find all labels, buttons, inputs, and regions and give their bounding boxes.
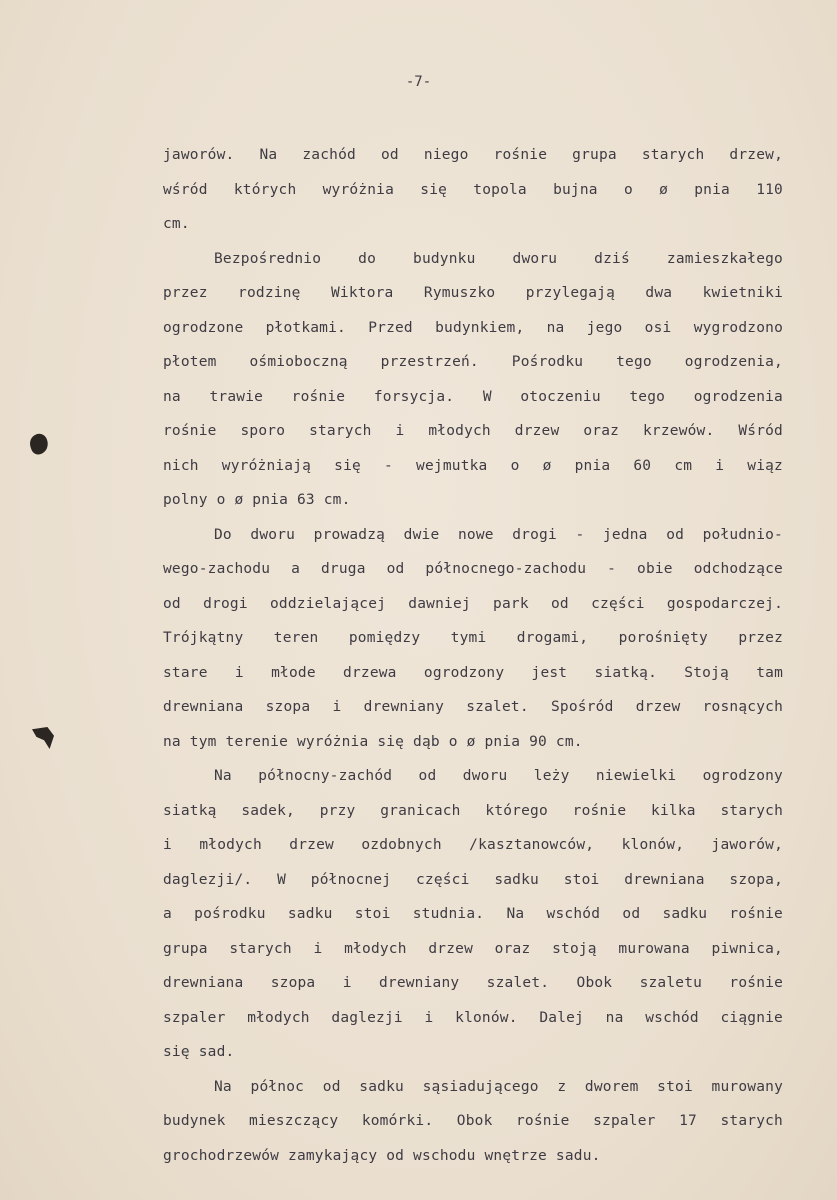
text-line: grupa starych i młodych drzew oraz stoją murowana piwnica, bbox=[163, 940, 783, 957]
text-line: od drogi oddzielającej dawniej park od części gospodarczej. bbox=[163, 595, 783, 612]
text-line: grochodrzewów zamykający od wschodu wnętrze sadu. bbox=[163, 1147, 601, 1164]
text-line: budynek mieszczący komórki. Obok rośnie szpaler 17 starych bbox=[163, 1113, 783, 1129]
text-line: siatką sadek, przy granicach którego rośnie kilka starych bbox=[163, 802, 783, 819]
text-line: rośnie sporo starych i młodych drzew oraz krzewów. Wśród bbox=[163, 423, 783, 439]
page-number: -7- bbox=[405, 74, 432, 90]
text-line: na tym terenie wyróżnia się dąb o ø pnia 90 cm. bbox=[163, 733, 583, 750]
text-line: Na północny-zachód od dworu leży niewielki ogrodzony bbox=[214, 768, 783, 784]
text-line: Do dworu prowadzą dwie nowe drogi - jedna od południo- bbox=[214, 526, 783, 543]
text-line: daglezji/. W północnej części sadku stoi drewniana szopa, bbox=[163, 871, 783, 888]
text-line: a pośrodku sadku stoi studnia. Na wschód od sadku rośnie bbox=[163, 906, 783, 922]
text-line: cm. bbox=[163, 216, 190, 232]
text-line: Trójkątny teren pomiędzy tymi drogami, porośnięty przez bbox=[163, 630, 783, 646]
text-line: ogrodzone płotkami. Przed budynkiem, na jego osi wygrodzono bbox=[163, 319, 783, 336]
text-line: Bezpośrednio do budynku dworu dziś zamieszkałego bbox=[214, 250, 783, 267]
text-line: nich wyróżniają się - wejmutka o ø pnia 60 cm i wiąz bbox=[163, 457, 783, 474]
text-line: wśród których wyróżnia się topola bujna o ø pnia 110 bbox=[163, 181, 783, 198]
text-line: i młodych drzew ozdobnych /kasztanowców, klonów, jaworów, bbox=[163, 837, 783, 853]
text-line: płotem ośmioboczną przestrzeń. Pośrodku tego ogrodzenia, bbox=[163, 354, 783, 370]
body-text bbox=[0, 142, 837, 1177]
text-line: się sad. bbox=[163, 1044, 235, 1060]
text-line: Na północ od sadku sąsiadującego z dworem stoi murowany bbox=[214, 1078, 783, 1095]
text-line: drewniana szopa i drewniany szalet. Spośród drzew rosnących bbox=[163, 699, 783, 715]
text-line: jaworów. Na zachód od niego rośnie grupa starych drzew, bbox=[163, 147, 783, 163]
text-line: polny o ø pnia 63 cm. bbox=[163, 492, 351, 508]
paragraph bbox=[0, 763, 837, 1074]
text-line: wego-zachodu a druga od północnego-zachodu - obie odchodzące bbox=[163, 561, 783, 577]
paragraph bbox=[0, 522, 837, 764]
text-line: przez rodzinę Wiktora Rymuszko przylegają dwa kwietniki bbox=[163, 285, 783, 301]
text-line: stare i młode drzewa ogrodzony jest siatką. Stoją tam bbox=[163, 664, 783, 681]
paragraph bbox=[0, 246, 837, 522]
text-line: szpaler młodych daglezji i klonów. Dalej na wschód ciągnie bbox=[163, 1009, 783, 1026]
text-line: na trawie rośnie forsycja. W otoczeniu tego ogrodzenia bbox=[163, 388, 783, 405]
text-line: drewniana szopa i drewniany szalet. Obok szaletu rośnie bbox=[163, 975, 783, 991]
paragraph bbox=[0, 142, 837, 246]
paragraph bbox=[0, 1074, 837, 1178]
